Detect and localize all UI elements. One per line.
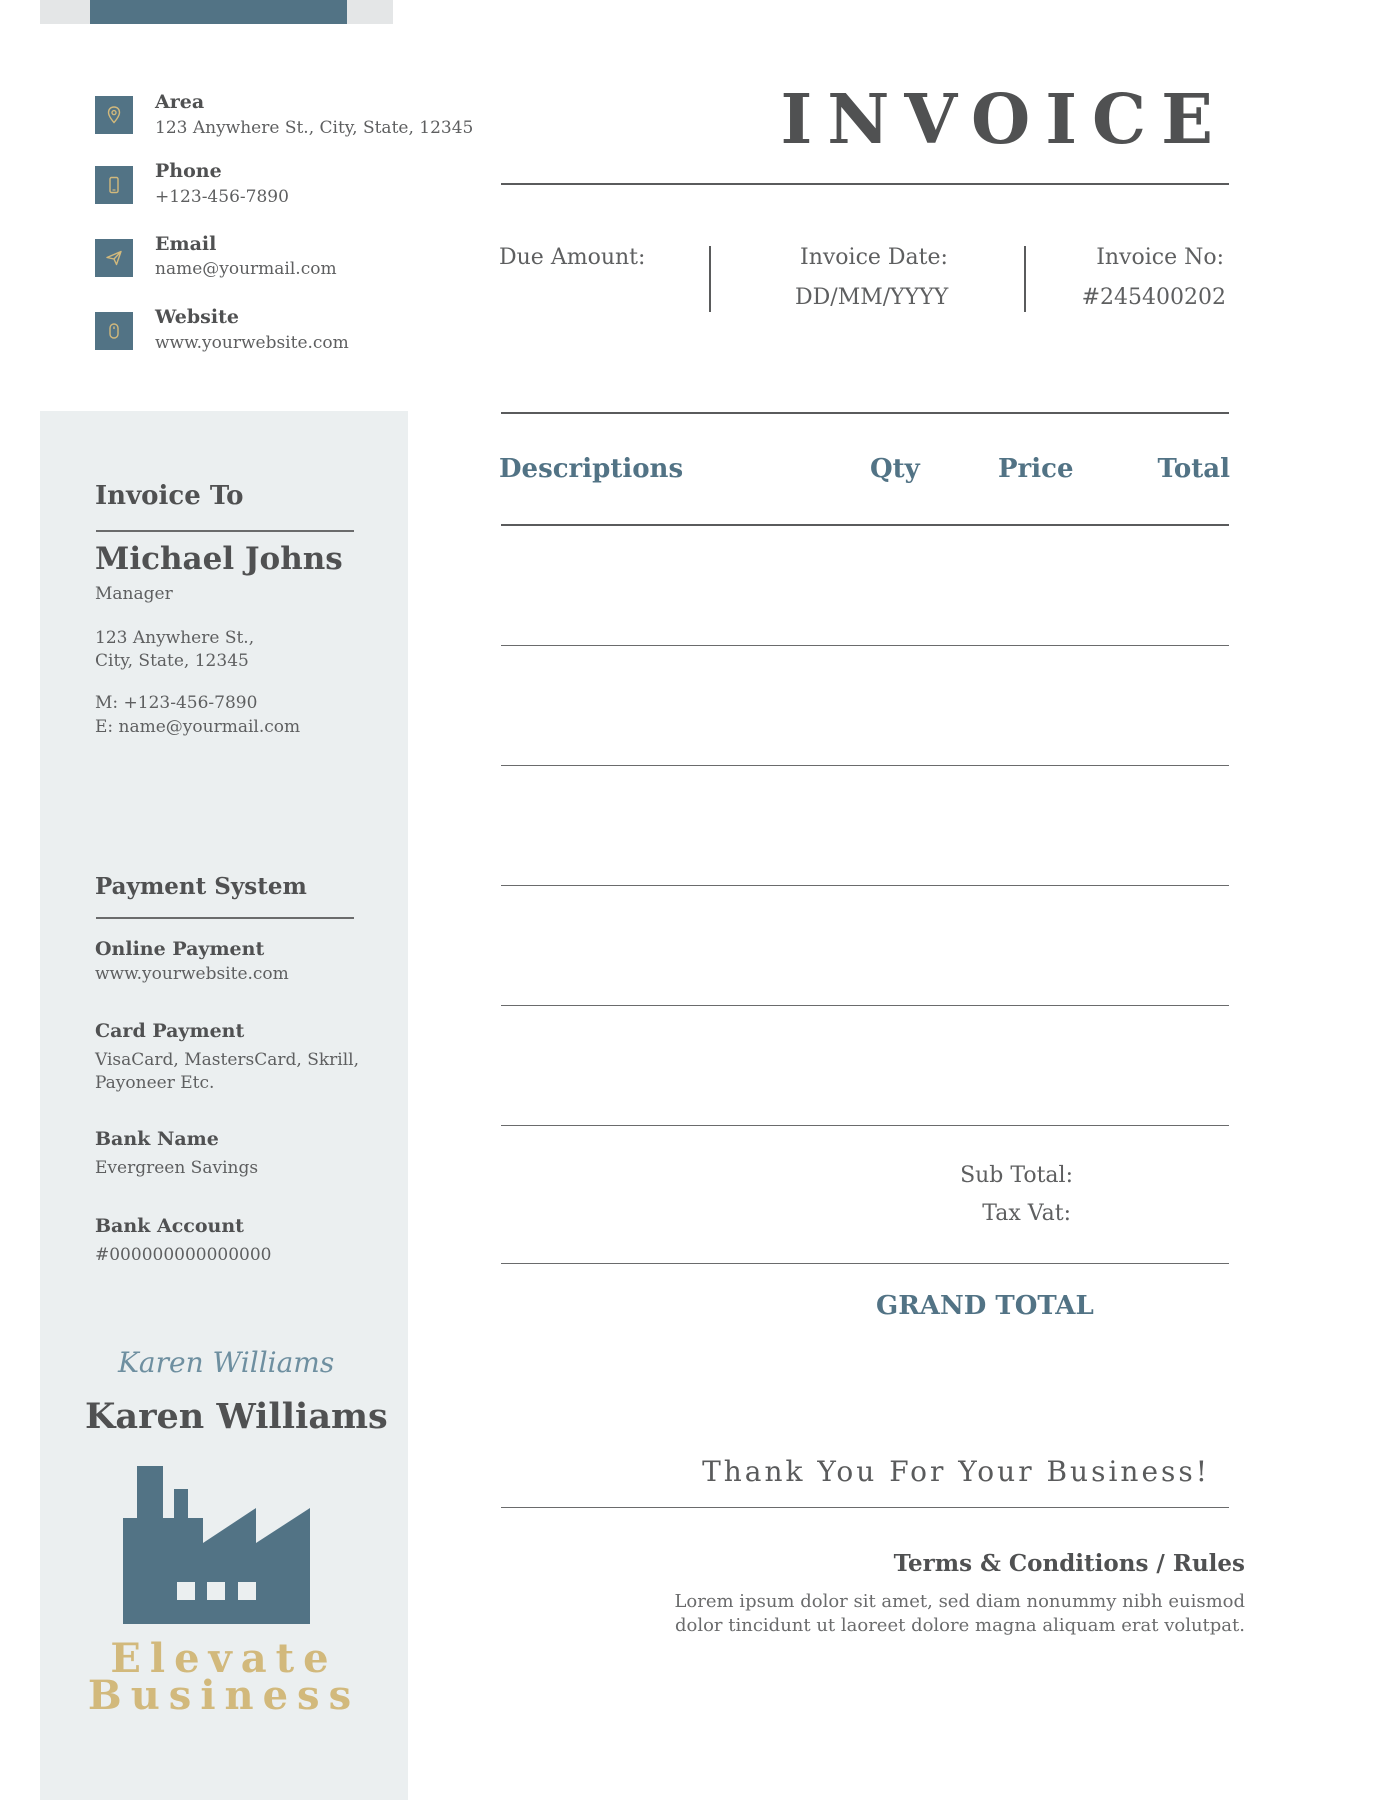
card-payment-value-line2: Payoneer Etc. [95, 1073, 215, 1093]
invoice-number-label: Invoice No: [1096, 245, 1224, 270]
client-address-line1: 123 Anywhere St., [95, 628, 255, 648]
client-role: Manager [95, 584, 173, 604]
table-row [501, 645, 1229, 646]
meta-separator [1024, 246, 1026, 312]
contact-email-label: Email [155, 233, 217, 255]
bank-name-value: Evergreen Savings [95, 1158, 259, 1178]
invoice-date-value: DD/MM/YYYY [795, 285, 949, 310]
contact-area-value: 123 Anywhere St., City, State, 12345 [155, 118, 474, 138]
client-name: Michael Johns [95, 541, 343, 577]
online-payment-label: Online Payment [95, 938, 265, 960]
column-header-price: Price [998, 454, 1074, 484]
due-amount-label: Due Amount: [499, 245, 646, 270]
payment-system-heading: Payment System [95, 873, 307, 900]
terms-title: Terms & Conditions / Rules [893, 1550, 1245, 1577]
totals-divider [501, 1263, 1229, 1264]
sub-total-label: Sub Total: [960, 1163, 1073, 1188]
grand-total-label: GRAND TOTAL [876, 1291, 1094, 1321]
table-row [501, 885, 1229, 886]
terms-text: Lorem ipsum dolor sit amet, sed diam nonummy nibh euismod dolor tincidunt ut laoreet dolore magna aliquam erat volutpat. [674, 1591, 1245, 1636]
online-payment-value: www.yourwebsite.com [95, 964, 289, 984]
contact-website-value: www.yourwebsite.com [155, 333, 349, 353]
tax-vat-label: Tax Vat: [982, 1201, 1071, 1226]
meta-separator [709, 246, 711, 312]
payment-divider [96, 917, 354, 919]
client-address-line2: City, State, 12345 [95, 651, 249, 671]
contact-email-value: name@yourmail.com [155, 259, 337, 279]
bank-account-value: #000000000000000 [95, 1245, 272, 1265]
table-header-divider [501, 524, 1229, 526]
factory-icon [122, 1466, 312, 1624]
invoice-date-label: Invoice Date: [800, 245, 948, 270]
invoice-to-divider [96, 530, 354, 532]
contact-website-label: Website [155, 306, 239, 328]
footer-divider [501, 1507, 1229, 1508]
brand-name-line1: Elevate [110, 1635, 338, 1682]
contact-phone-value: +123-456-7890 [155, 187, 289, 207]
location-pin-icon [95, 96, 133, 134]
phone-icon [95, 166, 133, 204]
table-row [501, 1125, 1229, 1126]
top-accent-bar [90, 0, 347, 24]
invoice-title: INVOICE [780, 80, 1228, 160]
title-divider [501, 183, 1229, 185]
card-payment-value-line1: VisaCard, MastersCard, Skrill, [95, 1050, 359, 1070]
bank-account-label: Bank Account [95, 1215, 244, 1237]
column-header-qty: Qty [870, 454, 920, 484]
signer-name: Karen Williams [85, 1396, 388, 1437]
bank-name-label: Bank Name [95, 1128, 219, 1150]
thank-you-message: Thank You For Your Business! [702, 1455, 1210, 1488]
table-row [501, 765, 1229, 766]
brand-name-line2: Business [87, 1672, 361, 1719]
table-row [501, 1005, 1229, 1006]
brand-name [40, 1635, 408, 1719]
contact-phone-label: Phone [155, 160, 222, 182]
signature-script: Karen Williams [118, 1346, 335, 1379]
card-payment-label: Card Payment [95, 1020, 245, 1042]
invoice-to-heading: Invoice To [95, 481, 244, 511]
paper-plane-icon [95, 239, 133, 277]
column-header-total: Total [1157, 454, 1230, 484]
contact-area-label: Area [155, 91, 205, 113]
invoice-number-value: #245400202 [1081, 285, 1226, 310]
mouse-icon [95, 312, 133, 350]
client-email: E: name@yourmail.com [95, 717, 301, 737]
table-top-divider [501, 412, 1229, 414]
column-header-descriptions: Descriptions [499, 454, 684, 484]
client-mobile: M: +123-456-7890 [95, 693, 258, 713]
